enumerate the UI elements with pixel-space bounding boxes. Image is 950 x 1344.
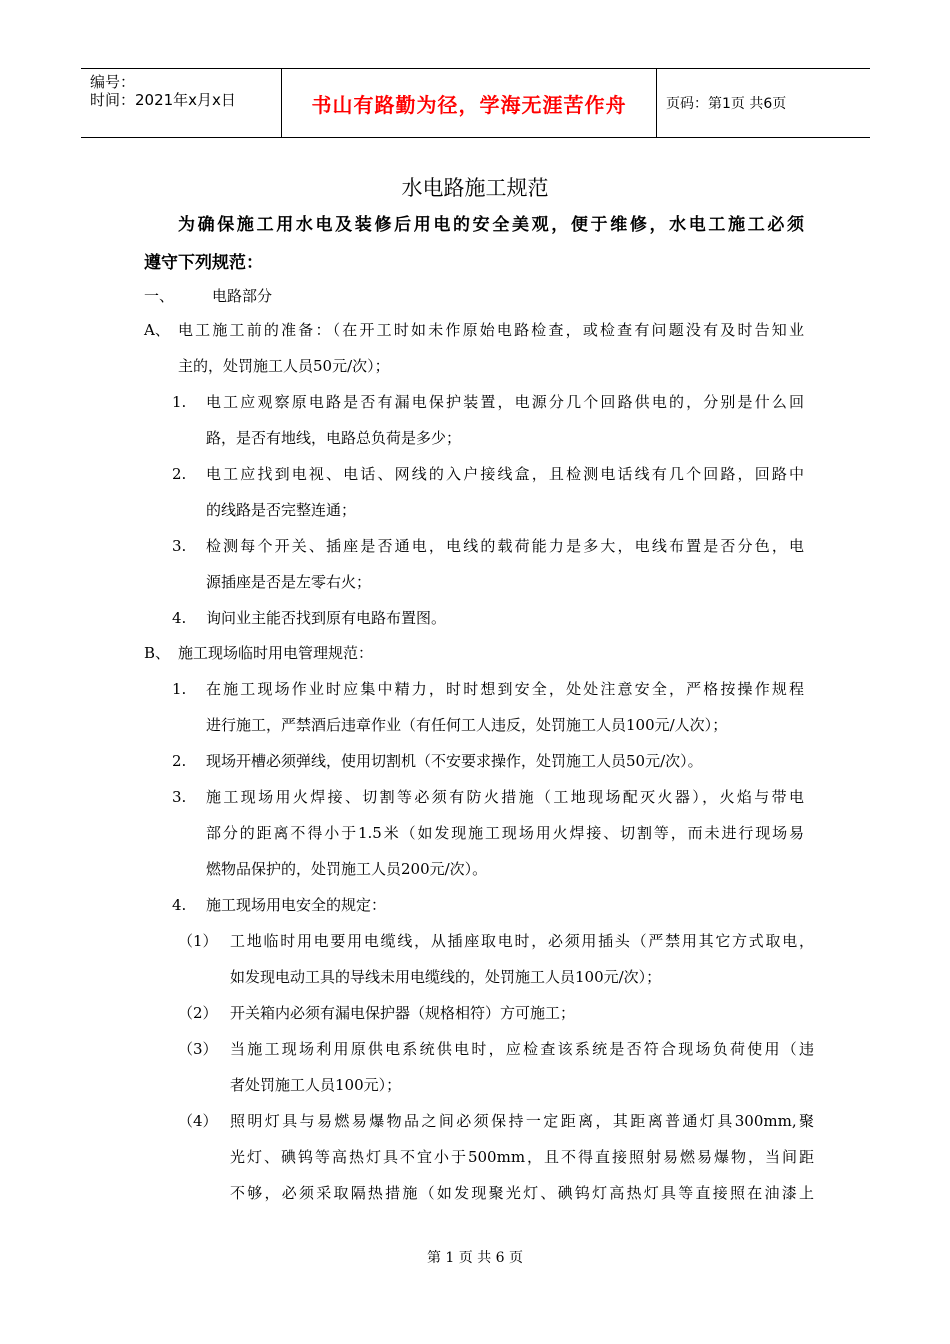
sub-item-text: 当施工现场利用原供电系统供电时，应检查该系统是否符合现场负荷使用（违 (230, 1040, 814, 1058)
header-page-cell (657, 69, 870, 137)
intro-line-1: 为确保施工用水电及装修后用电的安全美观，便于维修，水电工施工必须 (178, 215, 804, 235)
part-a-marker: A、 (144, 321, 170, 339)
intro-line-2: 遵守下列规范： (144, 253, 263, 273)
list-item-text: 部分的距离不得小于1.5米（如发现施工现场用火焊接、切割等，而未进行现场易 (206, 824, 804, 842)
sub-item-number: （1） (178, 932, 218, 950)
list-item-text: 的线路是否完整连通； (206, 501, 357, 519)
motto: 书山有路勤为径，学海无涯苦作舟 (311, 92, 627, 117)
list-item-number: 3. (172, 788, 187, 806)
sub-item-number: （2） (178, 1004, 218, 1022)
part-b-line: 施工现场临时用电管理规范： (178, 644, 374, 662)
document-title: 水电路施工规范 (401, 176, 549, 200)
list-item-text: 燃物品保护的，处罚施工人员200元/次）。 (206, 860, 488, 878)
list-item-text: 施工现场用火焊接、切割等必须有防火措施（工地现场配灭火器），火焰与带电 (206, 788, 804, 806)
sub-item-text: 光灯、碘钨等高热灯具不宜小于500mm，且不得直接照射易燃易爆物，当间距 (230, 1148, 814, 1166)
list-item-number: 4. (172, 896, 187, 914)
list-item-number: 1. (172, 393, 187, 411)
list-item-text: 在施工现场作业时应集中精力，时时想到安全，处处注意安全，严格按操作规程 (206, 680, 804, 698)
sub-item-text: 不够，必须采取隔热措施（如发现聚光灯、碘钨灯高热灯具等直接照在油漆上 (230, 1184, 814, 1202)
header-motto-cell (281, 69, 657, 137)
list-item-number: 3. (172, 537, 187, 555)
page-info: 页码：第1页 共6页 (666, 96, 787, 112)
part-a-line: 电工施工前的准备：（在开工时如未作原始电路检查，或检查有问题没有及时告知业 (178, 321, 804, 339)
list-item-text: 现场开槽必须弹线，使用切割机（不安要求操作，处罚施工人员50元/次）。 (206, 752, 703, 770)
list-item-number: 2. (172, 465, 187, 483)
list-item-text: 电工应观察原电路是否有漏电保护装置，电源分几个回路供电的，分别是什么回 (206, 393, 804, 411)
sub-item-text: 者处罚施工人员100元）； (230, 1076, 402, 1094)
serial-label: 编号： (90, 73, 136, 91)
section-1-title: 电路部分 (212, 287, 273, 305)
sub-item-text: 如发现电动工具的导线未用电缆线的，处罚施工人员100元/次）； (230, 968, 662, 986)
list-item-text: 检测每个开关、插座是否通电，电线的载荷能力是多大，电线布置是否分色，电 (206, 537, 804, 555)
sub-item-number: （4） (178, 1112, 218, 1130)
list-item-text: 电工应找到电视、电话、网线的入户接线盒，且检测电话线有几个回路，回路中 (206, 465, 804, 483)
list-item-number: 4. (172, 609, 187, 627)
list-item-text: 源插座是否是左零右火； (206, 573, 372, 591)
page-footer: 第 1 页 共 6 页 (426, 1250, 524, 1266)
list-item-text: 询问业主能否找到原有电路布置图。 (206, 609, 447, 627)
list-item-number: 2. (172, 752, 187, 770)
sub-item-text: 开关箱内必须有漏电保护器（规格相符）方可施工； (230, 1004, 576, 1022)
list-item-number: 1. (172, 680, 187, 698)
list-item-text: 路，是否有地线，电路总负荷是多少； (206, 429, 462, 447)
part-b-marker: B、 (144, 644, 171, 662)
sub-item-text: 照明灯具与易燃易爆物品之间必须保持一定距离，其距离普通灯具300mm,聚 (230, 1112, 814, 1130)
section-1-number: 一、 (144, 287, 175, 305)
list-item-text: 施工现场用电安全的规定： (206, 896, 387, 914)
date-line: 时间：2021年x月x日 (90, 91, 236, 109)
header-left-cell (81, 69, 281, 137)
sub-item-text: 工地临时用电要用电缆线，从插座取电时，必须用插头（严禁用其它方式取电， (230, 932, 814, 950)
list-item-text: 进行施工，严禁酒后违章作业（有任何工人违反，处罚施工人员100元/人次）； (206, 716, 728, 734)
header-table (81, 68, 870, 138)
sub-item-number: （3） (178, 1040, 218, 1058)
part-a-line: 主的，处罚施工人员50元/次）； (178, 357, 390, 375)
